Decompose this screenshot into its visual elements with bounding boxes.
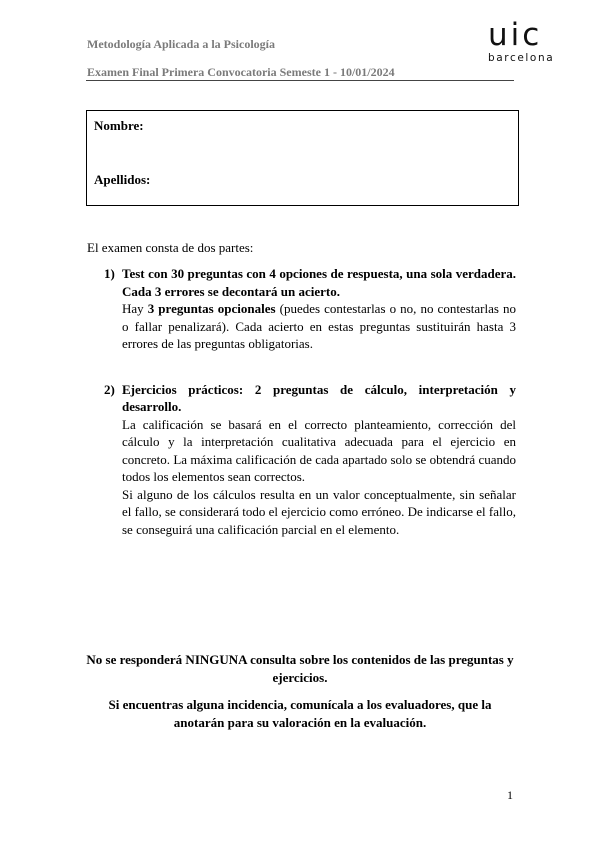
course-title: Metodología Aplicada a la Psicología — [87, 37, 275, 51]
header-divider — [86, 80, 514, 81]
student-info-box — [86, 110, 519, 206]
exam-part-2 — [104, 381, 516, 539]
desc-text-bold: 3 preguntas opcionales — [147, 301, 276, 316]
part-description — [122, 300, 516, 353]
part-description: Si alguno de los cálculos resulta en un valor conceptualmente, sin señalar el fallo, se considerará todo el ejercicio como erróneo. De indicarse el fallo, se conseguirá una calificación parcial en el elemento. — [122, 486, 516, 537]
desc-text-pre: Hay — [122, 301, 148, 316]
logo-subtitle: barcelona — [488, 52, 555, 64]
apellidos-label: Apellidos: — [94, 172, 151, 187]
exam-title: Examen Final Primera Convocatoria Semeste 1 - 10/01/2024 — [87, 65, 395, 79]
notice-incidents: Si encuentras alguna incidencia, comunícala a los evaluadores, que la anotarán para su valoración en la evaluación. — [108, 697, 492, 730]
part-heading: Test con 30 preguntas con 4 opciones de respuesta, una sola verdadera. Cada 3 errores se decontará un acierto. — [122, 266, 516, 299]
intro-text: El examen consta de dos partes: — [87, 240, 254, 255]
desc-text-post: (puedes contestarlas o no, no contestarlas no o fallar penalizará). Cada acierto en estas preguntas sustituirán hasta 3 errores de las preguntas obligatorias. — [122, 301, 516, 351]
part-heading: Ejercicios prácticos: 2 preguntas de cálculo, interpretación y desarrollo. — [122, 381, 516, 414]
page-number: 1 — [507, 788, 513, 802]
notice-no-queries: No se responderá NINGUNA consulta sobre los contenidos de las preguntas y ejercicios. — [86, 652, 514, 685]
exam-parts-list — [104, 265, 516, 538]
exam-part-1 — [104, 265, 516, 353]
part-description: La calificación se basará en el correcto planteamiento, corrección del cálculo y la interpretación cualitativa adecuada para el ejercicio en concreto. La máxima calificación de cada apartado solo se obtendrá cuando todos los elementos sean correctos. — [122, 416, 516, 484]
part-number: 1) — [104, 266, 115, 281]
uic-logo — [488, 17, 568, 64]
nombre-label: Nombre: — [94, 118, 144, 133]
logo-mark: uic — [488, 17, 543, 53]
part-number: 2) — [104, 381, 115, 397]
